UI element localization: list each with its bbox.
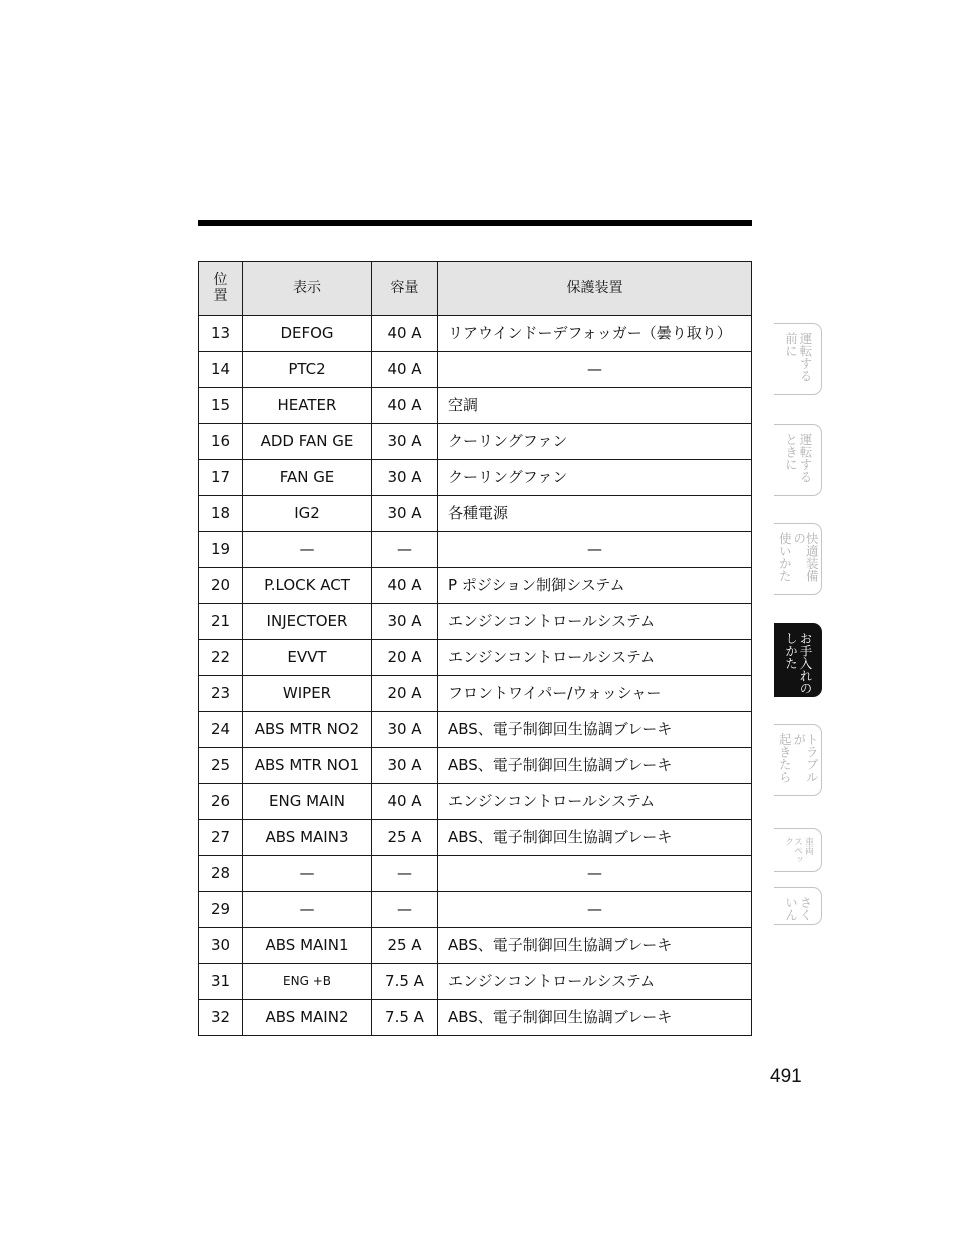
cell-device: ABS、電子制御回生協調ブレーキ — [438, 1000, 752, 1036]
table-row — [199, 1000, 752, 1036]
cell-display: IG2 — [243, 496, 372, 532]
cell-display: ABS MTR NO2 — [243, 712, 372, 748]
cell-display: WIPER — [243, 676, 372, 712]
side-tab-label: 起きたら — [777, 733, 793, 783]
table-row — [199, 496, 752, 532]
cell-position: 23 — [199, 676, 243, 712]
side-tab-label: 前に — [783, 332, 799, 357]
table-row — [199, 856, 752, 892]
table-row — [199, 820, 752, 856]
side-tab-label: 運転する — [798, 332, 813, 382]
side-tab-label: 運転する — [798, 433, 813, 483]
side-tab-trouble[interactable] — [774, 724, 822, 796]
top-rule — [198, 220, 752, 226]
table-row — [199, 784, 752, 820]
cell-capacity: 40 A — [372, 568, 438, 604]
cell-display: ABS MAIN1 — [243, 928, 372, 964]
header-capacity: 容量 — [372, 262, 438, 316]
side-tab-while-driving[interactable] — [774, 424, 822, 496]
cell-device: フロントワイパー/ウォッシャー — [438, 676, 752, 712]
cell-display: PTC2 — [243, 352, 372, 388]
table-header-row — [199, 262, 752, 316]
cell-position: 26 — [199, 784, 243, 820]
cell-position: 16 — [199, 424, 243, 460]
cell-display: — — [243, 532, 372, 568]
cell-display: EVVT — [243, 640, 372, 676]
table-row — [199, 892, 752, 928]
table-row — [199, 352, 752, 388]
table-row — [199, 928, 752, 964]
header-position — [199, 262, 243, 316]
cell-device: — — [438, 856, 752, 892]
cell-position: 30 — [199, 928, 243, 964]
cell-display: — — [243, 856, 372, 892]
cell-device: ABS、電子制御回生協調ブレーキ — [438, 928, 752, 964]
cell-device: エンジンコントロールシステム — [438, 640, 752, 676]
cell-capacity: — — [372, 856, 438, 892]
table-row — [199, 604, 752, 640]
table-row — [199, 460, 752, 496]
cell-capacity: 7.5 A — [372, 1000, 438, 1036]
cell-capacity: 20 A — [372, 640, 438, 676]
cell-position: 27 — [199, 820, 243, 856]
cell-device: 各種電源 — [438, 496, 752, 532]
cell-capacity: 40 A — [372, 784, 438, 820]
cell-position: 18 — [199, 496, 243, 532]
side-tab-label: いん — [783, 896, 799, 921]
cell-position: 19 — [199, 532, 243, 568]
table-row — [199, 748, 752, 784]
cell-capacity: 40 A — [372, 388, 438, 424]
cell-device: — — [438, 352, 752, 388]
cell-display: — — [243, 892, 372, 928]
cell-position: 32 — [199, 1000, 243, 1036]
side-tab-label: 車両 — [803, 837, 813, 855]
cell-capacity: — — [372, 532, 438, 568]
cell-capacity: 30 A — [372, 712, 438, 748]
side-tab-label: ときに — [783, 433, 799, 471]
cell-capacity: 25 A — [372, 928, 438, 964]
cell-capacity: 40 A — [372, 352, 438, 388]
cell-display: ABS MTR NO1 — [243, 748, 372, 784]
side-tab-index[interactable] — [774, 887, 822, 925]
header-device: 保護装置 — [438, 262, 752, 316]
cell-display: P.LOCK ACT — [243, 568, 372, 604]
cell-capacity: 30 A — [372, 496, 438, 532]
cell-device: クーリングファン — [438, 460, 752, 496]
header-position-line1: 位 — [213, 272, 228, 289]
cell-device: エンジンコントロールシステム — [438, 604, 752, 640]
cell-display: ABS MAIN3 — [243, 820, 372, 856]
cell-display: HEATER — [243, 388, 372, 424]
cell-capacity: — — [372, 892, 438, 928]
cell-position: 14 — [199, 352, 243, 388]
cell-display: ENG +B — [243, 964, 372, 1000]
cell-position: 25 — [199, 748, 243, 784]
table-row — [199, 640, 752, 676]
cell-position: 21 — [199, 604, 243, 640]
cell-device: P ポジション制御システム — [438, 568, 752, 604]
side-tab-before-driving[interactable] — [774, 323, 822, 395]
cell-device: ABS、電子制御回生協調ブレーキ — [438, 712, 752, 748]
cell-display: ABS MAIN2 — [243, 1000, 372, 1036]
cell-device: 空調 — [438, 388, 752, 424]
cell-device: エンジンコントロールシステム — [438, 784, 752, 820]
cell-display: INJECTOER — [243, 604, 372, 640]
cell-position: 31 — [199, 964, 243, 1000]
table-row — [199, 316, 752, 352]
cell-capacity: 25 A — [372, 820, 438, 856]
header-position-line2: 置 — [213, 288, 228, 305]
cell-capacity: 30 A — [372, 460, 438, 496]
table-row — [199, 532, 752, 568]
side-tab-maintenance[interactable] — [774, 623, 822, 697]
table-row — [199, 712, 752, 748]
fuse-table — [198, 261, 752, 1036]
header-display: 表示 — [243, 262, 372, 316]
cell-capacity: 40 A — [372, 316, 438, 352]
cell-display: ENG MAIN — [243, 784, 372, 820]
side-tab-comfort-equipment[interactable] — [774, 523, 822, 595]
cell-position: 15 — [199, 388, 243, 424]
cell-display: DEFOG — [243, 316, 372, 352]
side-tab-label: さく — [798, 896, 813, 921]
side-tab-vehicle-specs[interactable] — [774, 828, 822, 872]
cell-position: 28 — [199, 856, 243, 892]
page-number: 491 — [770, 1066, 802, 1087]
cell-capacity: 20 A — [372, 676, 438, 712]
cell-device: — — [438, 532, 752, 568]
cell-device: ABS、電子制御回生協調ブレーキ — [438, 820, 752, 856]
side-tab-label: 快適装備の — [791, 532, 820, 582]
side-tab-label: 使いかた — [777, 532, 793, 582]
cell-position: 17 — [199, 460, 243, 496]
cell-capacity: 30 A — [372, 604, 438, 640]
cell-device: — — [438, 892, 752, 928]
side-tab-label: お手入れの — [798, 632, 813, 695]
cell-display: ADD FAN GE — [243, 424, 372, 460]
cell-position: 20 — [199, 568, 243, 604]
side-tab-label: スペック — [783, 837, 802, 864]
cell-display: FAN GE — [243, 460, 372, 496]
cell-position: 24 — [199, 712, 243, 748]
cell-capacity: 30 A — [372, 424, 438, 460]
side-tab-label: しかた — [783, 632, 799, 670]
table-row — [199, 964, 752, 1000]
cell-device: クーリングファン — [438, 424, 752, 460]
table-row — [199, 424, 752, 460]
cell-capacity: 30 A — [372, 748, 438, 784]
cell-position: 29 — [199, 892, 243, 928]
table-row — [199, 568, 752, 604]
cell-device: ABS、電子制御回生協調ブレーキ — [438, 748, 752, 784]
table-row — [199, 388, 752, 424]
cell-position: 13 — [199, 316, 243, 352]
cell-device: リアウインドーデフォッガー（曇り取り） — [438, 316, 752, 352]
side-tab-label: トラブルが — [791, 733, 820, 783]
cell-position: 22 — [199, 640, 243, 676]
cell-device: エンジンコントロールシステム — [438, 964, 752, 1000]
table-row — [199, 676, 752, 712]
cell-capacity: 7.5 A — [372, 964, 438, 1000]
